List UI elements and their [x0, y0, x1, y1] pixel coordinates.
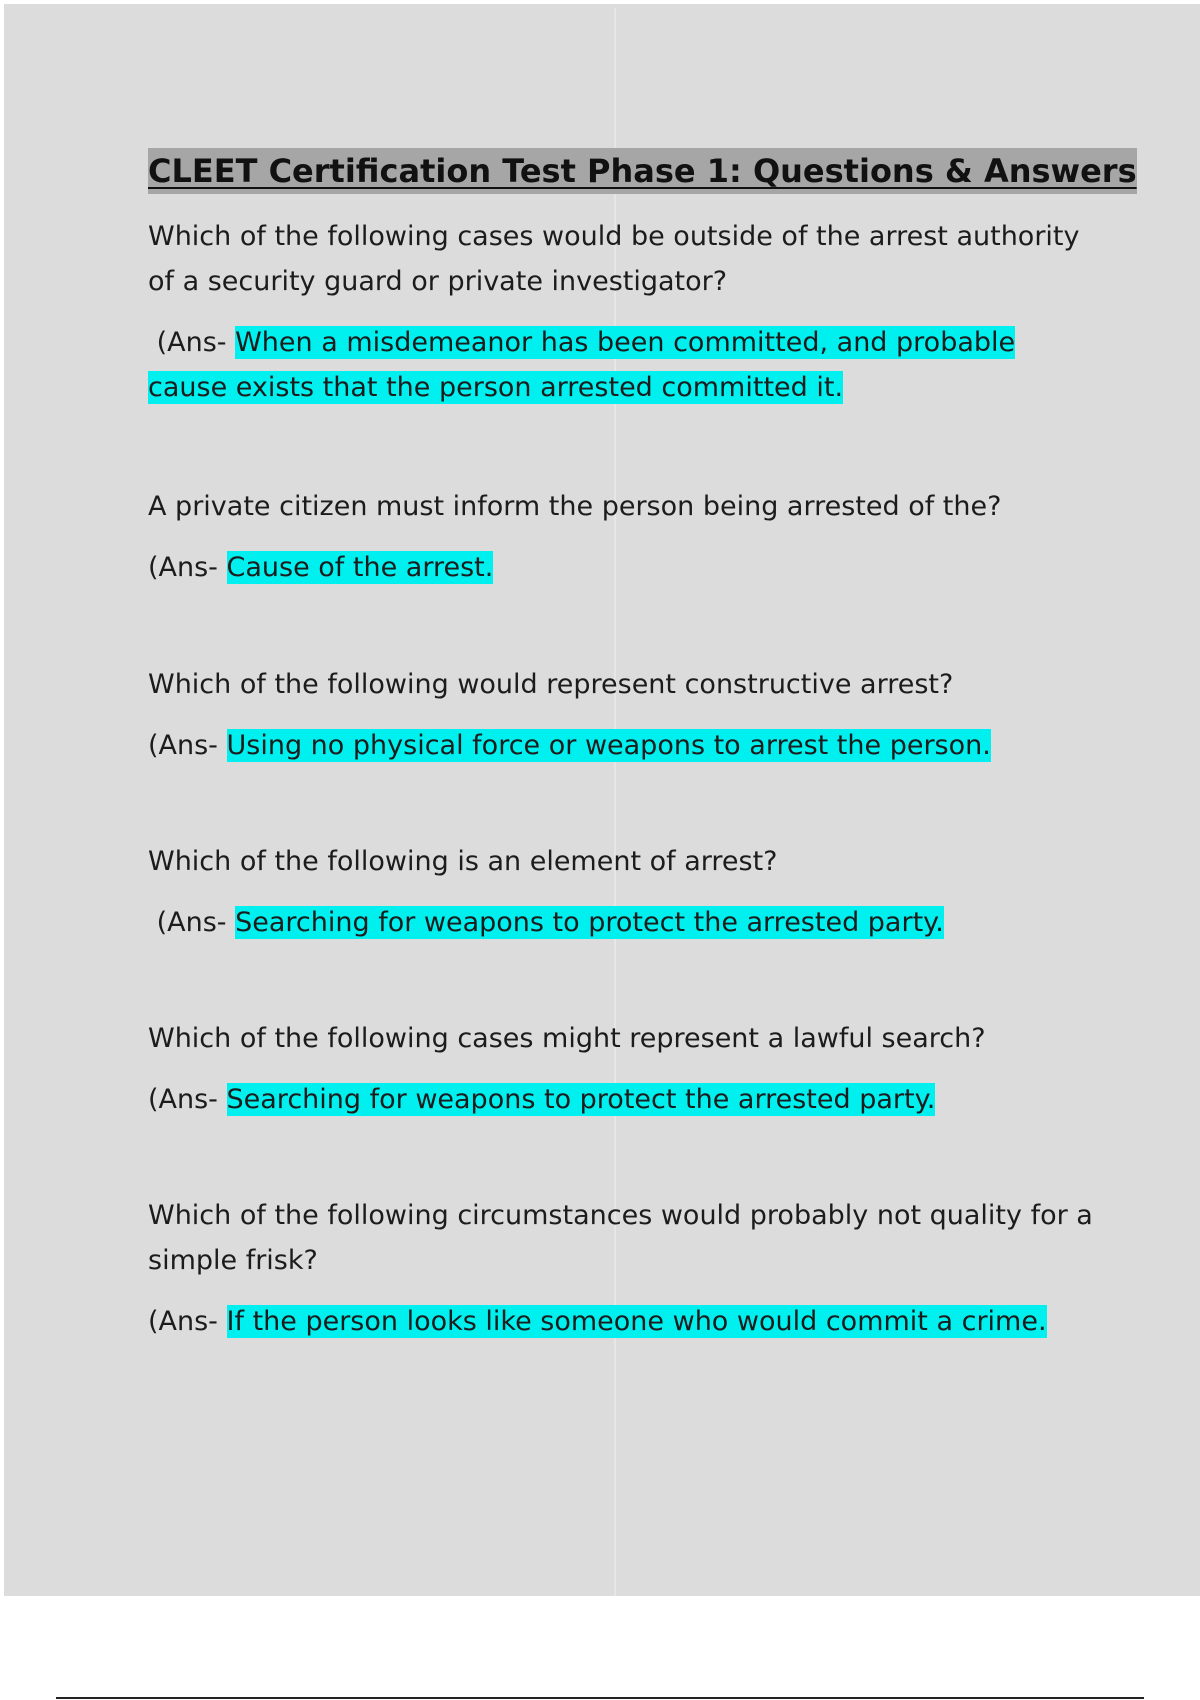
question-text: Which of the following cases would be outside of the arrest authority of a security guard or private investigator?: [148, 221, 1080, 297]
question-text: Which of the following cases might represent a lawful search?: [148, 1023, 986, 1054]
answer-line: [148, 1299, 1098, 1344]
answer-prefix: (Ans-: [148, 1084, 227, 1115]
answer-prefix: (Ans-: [148, 907, 236, 938]
qa-item: [148, 214, 1098, 410]
answer-line: [148, 1077, 1098, 1122]
answer-highlight: If the person looks like someone who would commit a crime.: [226, 1306, 1047, 1337]
answer-prefix: (Ans-: [148, 1306, 227, 1337]
answer-prefix: (Ans-: [148, 327, 236, 358]
question-text: Which of the following circumstances would probably not quality for a simple frisk?: [148, 1200, 1093, 1276]
question-text: A private citizen must inform the person being arrested of the?: [148, 491, 1002, 522]
answer-highlight: When a misdemeanor has been committed, and probable cause exists that the person arrested committed it.: [148, 327, 1016, 403]
answer-line: [148, 320, 1098, 410]
answer-highlight: Using no physical force or weapons to arrest the person.: [226, 730, 991, 761]
answer-line: [148, 900, 1098, 945]
qa-item: [148, 662, 1098, 768]
document-title: CLEET Certification Test Phase 1: Questions & Answers: [148, 148, 1137, 194]
document-content: [148, 148, 1137, 1344]
answer-line: [148, 723, 1098, 768]
qa-item: [148, 1016, 1098, 1122]
answer-prefix: (Ans-: [148, 552, 227, 583]
answer-highlight: Searching for weapons to protect the arrested party.: [235, 907, 944, 938]
answer-highlight: Cause of the arrest.: [226, 552, 494, 583]
answer-line: [148, 545, 1098, 590]
answer-highlight: Searching for weapons to protect the arrested party.: [226, 1084, 936, 1115]
question-text: Which of the following would represent constructive arrest?: [148, 669, 954, 700]
footer-divider: [56, 1697, 1144, 1699]
qa-item: [148, 839, 1098, 945]
qa-item: [148, 484, 1098, 590]
answer-prefix: (Ans-: [148, 730, 227, 761]
qa-item: [148, 1193, 1098, 1344]
question-text: Which of the following is an element of arrest?: [148, 846, 778, 877]
